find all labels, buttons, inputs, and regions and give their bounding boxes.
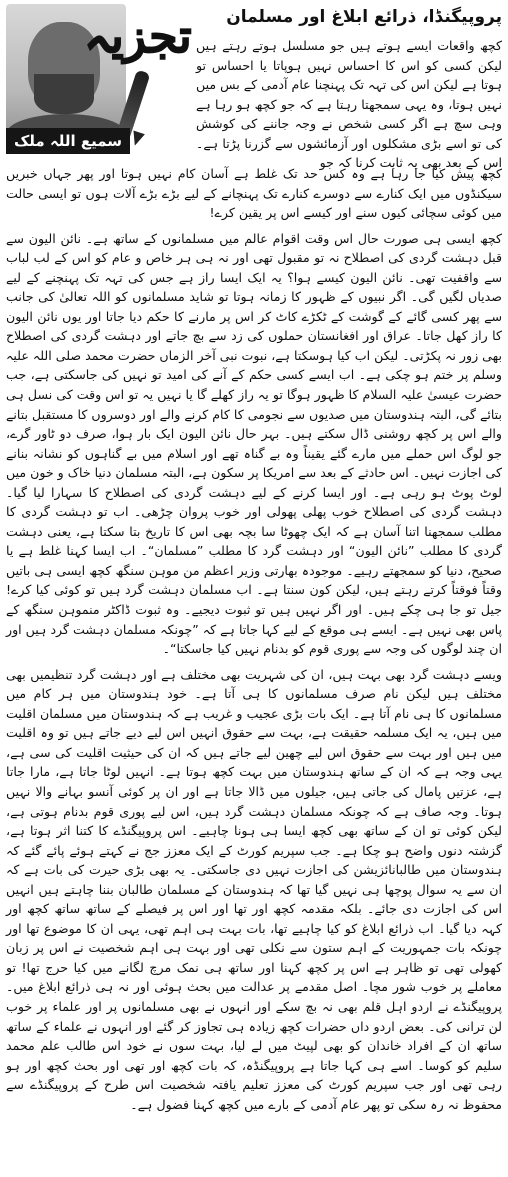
photo-beard bbox=[34, 74, 94, 114]
article-body bbox=[6, 164, 502, 1120]
column-header-art bbox=[0, 0, 190, 160]
article-headline: پروپیگنڈا، ذرائع ابلاغ اور مسلمان bbox=[226, 7, 502, 27]
article-paragraph-2: کچھ ایسی ہی صورت حال اس وقت اقوام عالم میں مسلمانوں کے ساتھ ہے۔ نائن الیون سے قبل دہشت گردی کی اصطلاح نہ تو مقبول تھی اور نہ ہی ہر خاص و عام کو اس کے لب لباب سے واقفیت تھی۔ نائن الیون کیسے ہوا؟ یہ ایک ایسا راز ہے جس کی تہہ تک پہنچنے کے لیے صدیاں لگیں گی۔ اگر نبیوں کے ظہور کا زمانہ ہوتا تو شاید مسلمانوں کو اللہ تعالیٰ کی جانب سے پھر کسی گائے کے گوشت کے ٹکڑے کاٹ کر اس پر مارنے کا حکم دیا جاتا اور یوں نائن الیون کا راز کھل جاتا۔ عراق اور افغانستان حملوں کی زد سے بچ جاتے اور دہشت گردی کی اصطلاح بھی زور نہ پکڑتی۔ لیکن اب کیا ہوسکتا ہے، نبوت نبی آخر الزماں حضرت محمد صلی اللہ علیہ وسلم پر ختم ہو چکی ہے۔ اب ایسے کسی حکم کے آنے کی امید تو نہیں کی جاسکتی ہے، جب حضرت عیسیٰ علیہ السلام کا ظہور ہوگا تو یہ راز کھلے گا یا نہیں یہ تو اس وقت کی نسل ہی بتائے گی، البتہ ہندوستان میں صدیوں سے نجومی کا کام کرنے والے اور دوسروں کا مستقبل بتانے والے اس پر کچھ روشنی ڈال سکتے ہیں۔ بہر حال نائن الیون ایک بار ہوا، صرف دو ٹاور گرے، جو لوگ اس حملے میں مارے گئے یقیناً وہ بے گناہ تھے اور اسلام میں بے گناہوں کو نشانہ بنانے کی اجازت نہیں۔ اس حادثے کے بعد سے امریکا پر سکون ہے، البتہ مسلمان دنیا خاک و خون میں لوٹ پوٹ ہو رہی ہے۔ اور ایسا کرنے کے لیے دہشت گردی کی اصطلاح کا سہارا لیا گیا۔ دہشت گردی کی اصطلاح خوب پھلی پھولی اور خوب پروان چڑھی۔ اب تو دہشت گردی کا مطلب سمجھنا اتنا آسان ہے کہ ایک چھوٹا سا بچہ بھی اس کا تاریخ بتا سکتا ہے، یعنی دہشت گردی کا مطلب ”نائن الیون“ اور دہشت گرد کا مطلب ”مسلمان“۔ اب ایسا کہنا غلط ہے یا صحیح، دنیا کو سمجھتے رہیے۔ موجودہ بھارتی وزیر اعظم من موہن سنگھ کچھ ایسی ہی باتیں وقتاً فوقتاً کرتے رہتے ہیں، لیکن کون سنتا ہے۔ اب مسلمان دہشت گرد ہیں تو کوئی کیا کرے! جیل تو جا ہی چکے ہیں۔ اور اگر نہیں ہیں تو ثبوت دیجیے۔ وہ ثبوت ڈاکٹر منموہن سنگھ کے پاس بھی نہیں ہے۔ ایسے ہی موقع کے لیے کہا جاتا ہے کہ ”چونکہ مسلمان دہشت گرد ہیں اور ان چند لوگوں کی وجہ سے پوری قوم کو بدنام نہیں کیا جاسکتا“۔ bbox=[5, 230, 502, 657]
column-logo-title: تجزیہ bbox=[84, 9, 192, 63]
article-paragraph-3: ویسے دہشت گرد بھی بہت ہیں، ان کی شہریت بھی مختلف ہے اور دہشت گرد تنظیمیں بھی مختلف ہیں لیکن نام صرف مسلمانوں کا ہی آتا ہے۔ خود ہندوستان میں ہر کام میں مسلمانوں کا ہی نام آتا ہے۔ ایک بات بڑی عجیب و غریب ہے کہ ہندوستان میں مسلمان اقلیت میں ہیں، یہ ایک مسلمہ حقیقت ہے، بہت سے حقوق انہیں اس لیے دیے جاتے ہیں تو وہ اقلیت میں ہیں اور بہت سے حقوق اس لیے چھین لیے جاتے ہیں کہ ان کی حیثیت اقلیت کی سی ہے، یہی وجہ ہے کہ ان کے ساتھ ہندوستان میں بہت کچھ ہوتا ہے۔ انہیں لوٹا جاتا ہے، مارا جاتا ہے، عزتیں پامال کی جاتی ہیں، جیلوں میں ڈالا جاتا ہے اور ان پر کوئی آنسو بہانے والا نہیں ہوتا۔ وجہ صاف ہے کہ چونکہ مسلمان دہشت گرد ہیں، اس لیے پوری قوم بدنام ہوتی ہے، لیکن کوئی تو ان کے ساتھ بھی کچھ ایسا ہی ہونا چاہیے۔ اس پروپیگنڈے کا کتنا اثر ہوتا ہے، گزشتہ دنوں واضح ہو چکا ہے۔ جب سپریم کورٹ کے ایک معزز جج نے کہتے ہوئے پائے گئے کہ ہندوستان میں طالبانائزیشن کی اجازت نہیں دی جاسکتی۔ یہ بھی بڑی حیرت کی بات ہے کہ ان سے یہ سوال پوچھا ہی نہیں گیا تھا کہ ہندوستان کے مسلمان طالبان بننا چاہتے ہیں انہیں اس کی اجازت دی جائے۔ بلکہ مقدمہ کچھ اور تھا اور اس پر فیصلے کے ساتھ ساتھ کچھ اور کہہ دیا گیا۔ اب ذرائع ابلاغ کو کیا چاہیے تھا، بات بہت ہی اہم تھی، یہی ان کا موضوع تھا اور چونکہ بات جمہوریت کے اہم ستون سے نکلی تھی اور بہت ہی اہم شخصیت نے اس پر زبان کھولی تھی تو ظاہر ہے اس پر کچھ کہنا اور ساتھ ہی نمک مرچ لگانے میں کیا حرج تھا! تو معاملے پر خوب شور مچا۔ اصل مقدمے پر عدالت میں بحث ہوئی اور نہ ہی ذرائع ابلاغ میں۔ پروپیگنڈے نے اردو اہل قلم بھی نہ بچ سکے اور انہوں نے بھی مسلمانوں پر اور علماء پر خوب لن ترانی کی۔ بعض اردو داں حضرات کچھ زیادہ ہی تجاوز کر گئے اور انہوں نے علماء کے ساتھ ساتھ ان کے افراد خاندان کو بھی لپیٹ میں لے لیا، بہت سوں نے خود اس طالب علم محمد سلیم کو کوسا۔ اسے ہی کہا جاتا ہے پروپیگنڈہ، کہ بات کچھ اور تھی اور بحث کچھ اور ہو رہی تھی اور جب سپریم کورٹ کی معزز تعلیم یافتہ شخصیت اس طرح کے پروپیگنڈے سے محفوظ نہ رہ سکی تو پھر عام آدمی کے بارے میں کچھ کہنا فضول ہے۔ bbox=[6, 666, 502, 1112]
article-paragraph-intro: کچھ واقعات ایسے ہوتے ہیں جو مسلسل ہوتے رہتے ہیں لیکن کسی کو اس کا احساس نہیں ہوپاتا یا احساس تو ہوتا ہے لیکن اس کی تہہ تک پہنچنا عام آدمی کے بس میں نہیں ہوتا، وہ یہی سمجھتا رہتا ہے کہ جو کچھ ہو رہا ہے وہی سچ ہے اگر کسی شخص نے وجہ جاننے کی کوشش کی تو اسے بڑی مشکلوں اور آزمائشوں سے گزرنا پڑتا ہے۔ اس کے بعد بھی یہ ثابت کرنا کہ جو bbox=[196, 38, 502, 170]
author-byline: سمیع اللہ ملک bbox=[6, 128, 130, 154]
pen-tip-icon bbox=[129, 130, 145, 147]
article-intro-column bbox=[196, 36, 502, 179]
article-paragraph-1-continued: کچھ پیش کیا جا رہا ہے وہ کس حد تک غلط ہے آسان کام نہیں ہوتا اور پھر جہاں خبریں سیکنڈوں میں ایک کنارے سے دوسرے کنارے تک پہنچانے کے لیے بڑے بڑے آلات ہوں تو ایسی حالت میں کوئی سچائی کیوں سنے اور کیسے اس پر یقین کرے! bbox=[6, 166, 502, 221]
